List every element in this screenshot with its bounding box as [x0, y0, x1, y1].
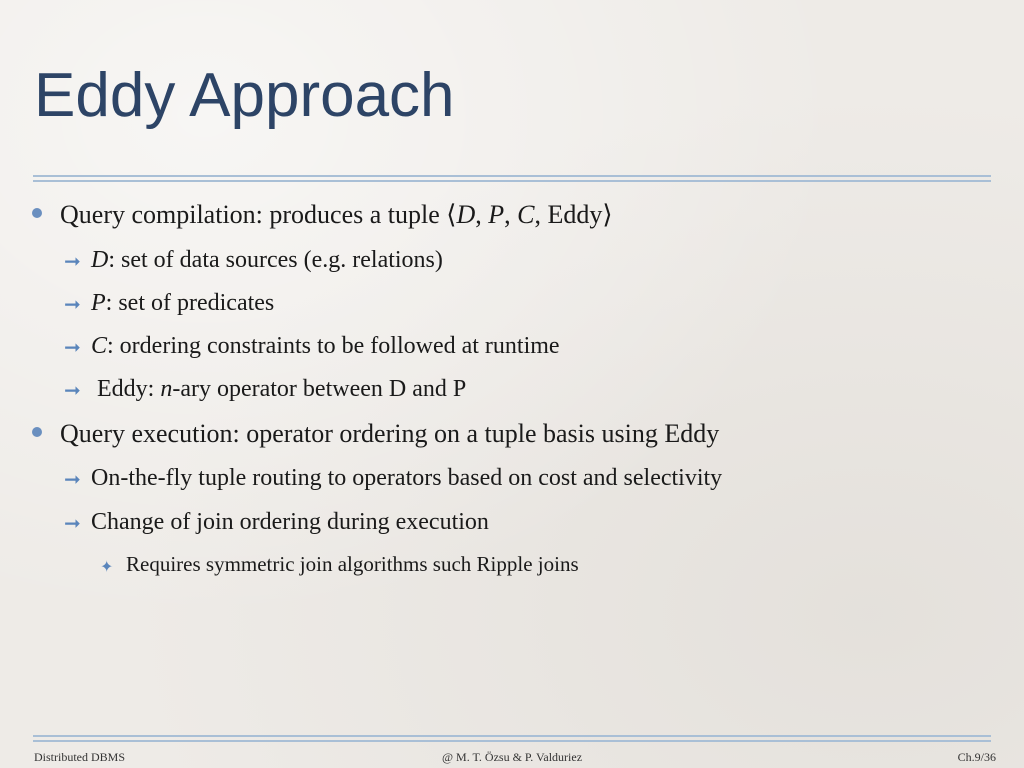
var-p: P — [488, 200, 505, 229]
bullet-query-compilation — [60, 200, 612, 230]
separator: , — [504, 200, 518, 229]
sub-bullet-text: Change of join ordering during execution — [91, 509, 489, 535]
bullet-dot-icon — [32, 427, 42, 437]
bullet-text: Query execution: operator ordering on a tuple basis using Eddy — [60, 419, 720, 448]
sub-bullet-routing — [91, 465, 722, 492]
four-point-star-icon: ✦ — [100, 557, 114, 576]
arrow-right-icon: ➞ — [64, 249, 81, 273]
arrow-right-icon: ➞ — [64, 378, 81, 402]
sub-bullet-text: : set of predicates — [105, 290, 275, 316]
bullet-dot-icon — [32, 208, 42, 218]
sub-bullet-text: : set of data sources (e.g. relations) — [108, 247, 443, 273]
separator: , — [475, 200, 489, 229]
title-divider-lower — [33, 180, 991, 182]
footer-authors: @ M. T. Özsu & P. Valduriez — [441, 750, 583, 764]
var-label: C — [91, 333, 108, 359]
footer-divider-upper — [33, 735, 991, 737]
footer-divider-lower — [33, 740, 991, 742]
bullet-query-execution — [60, 419, 719, 449]
sub-bullet-d — [91, 247, 443, 274]
bullet-text: Query compilation: produces a tuple ⟨ — [60, 200, 457, 229]
var-c: C — [517, 200, 535, 229]
title-divider-upper — [33, 175, 991, 177]
sub-bullet-p — [91, 290, 274, 317]
sub-bullet-text: On-the-fly tuple routing to operators based on cost and selectivity — [91, 465, 723, 491]
sub-sub-bullet-text: Requires symmetric join algorithms such Ripple joins — [126, 552, 579, 576]
arrow-right-icon: ➞ — [64, 467, 81, 491]
footer-page-number: Ch.9/36 — [957, 750, 996, 764]
arrow-right-icon: ➞ — [64, 511, 81, 535]
sub-bullet-text: -ary operator between D and P — [172, 376, 467, 402]
var-label: D — [91, 247, 109, 273]
var-label: n — [160, 376, 173, 402]
footer-course: Distributed DBMS — [34, 750, 126, 764]
slide-title: Eddy Approach — [34, 61, 455, 130]
sub-bullet-eddy — [91, 376, 466, 403]
arrow-right-icon: ➞ — [64, 335, 81, 359]
bullet-text-end: , Eddy⟩ — [534, 200, 613, 229]
var-label: P — [91, 290, 106, 316]
var-d: D — [456, 200, 476, 229]
sub-bullet-join-ordering — [91, 509, 489, 536]
sub-bullet-prefix: Eddy: — [91, 376, 161, 402]
sub-bullet-text: : ordering constraints to be followed at runtime — [107, 333, 560, 359]
sub-bullet-c — [91, 333, 560, 360]
sub-sub-bullet-symmetric — [126, 552, 579, 577]
arrow-right-icon: ➞ — [64, 292, 81, 316]
